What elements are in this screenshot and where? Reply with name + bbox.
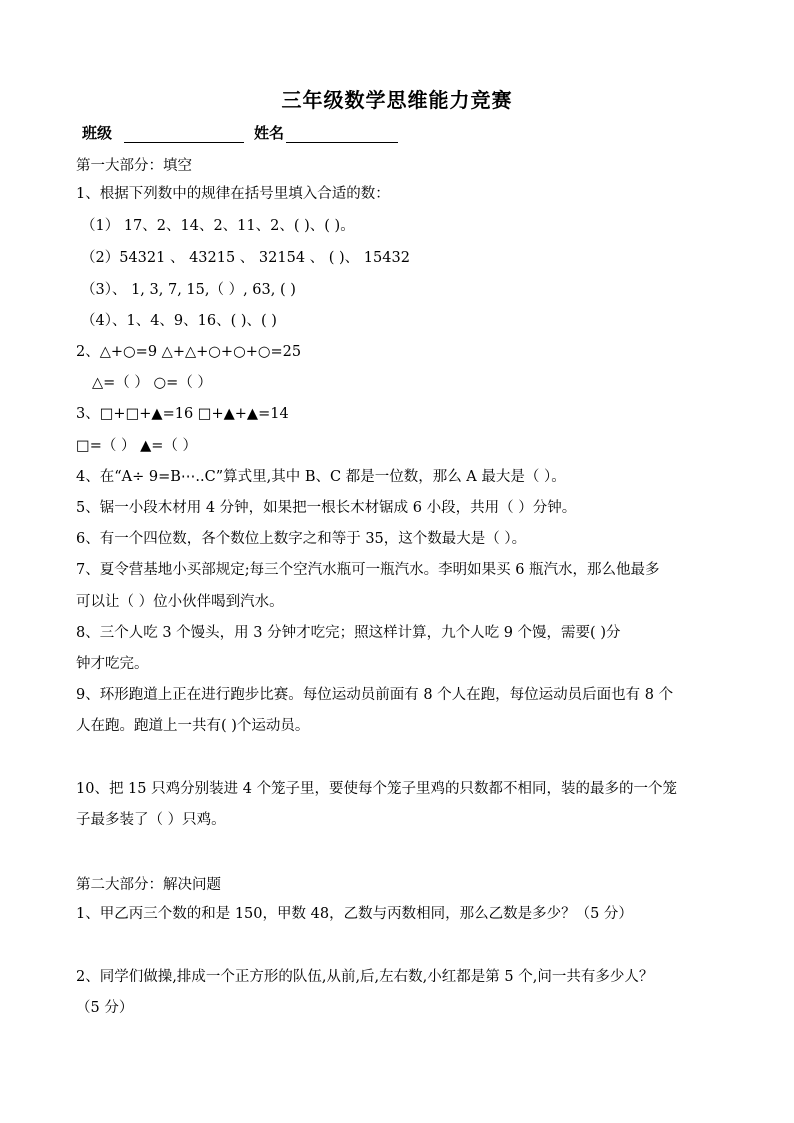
problem-2-line2: （5 分）	[76, 1000, 134, 1016]
student-info-row	[82, 122, 398, 143]
page-title: 三年级数学思维能力竞赛	[281, 88, 513, 112]
question-3-answers: □=（ ） ▲=（ ）	[76, 438, 197, 454]
class-label: 班级	[82, 124, 113, 142]
question-1-2: （2）54321 、 43215 、 32154 、 ( )、 15432	[81, 250, 410, 266]
question-6: 6、有一个四位数，各个数位上数字之和等于 35，这个数最大是（ ）。	[76, 531, 527, 547]
name-label: 姓名	[254, 124, 285, 142]
question-1-4: （4）、1、4、9、16、( )、( )	[81, 313, 277, 329]
question-5: 5、锯一小段木材用 4 分钟，如果把一根长木材锯成 6 小段，共用（ ）分钟。	[76, 500, 577, 516]
name-blank[interactable]	[286, 126, 398, 143]
question-7-line2: 可以让（ ）位小伙伴喝到汽水。	[76, 594, 284, 610]
problem-1: 1、甲乙丙三个数的和是 150，甲数 48，乙数与丙数相同，那么乙数是多少？（5 分）	[76, 906, 633, 922]
question-8-line1: 8、三个人吃 3 个馒头，用 3 分钟才吃完；照这样计算，九个人吃 9 个馒，需要( )分	[76, 625, 621, 641]
problem-2-line1: 2、同学们做操,排成一个正方形的队伍,从前,后,左右数,小红都是第 5 个,问一共有多少人？	[76, 969, 654, 985]
question-1: 1、根据下列数中的规律在括号里填入合适的数：	[76, 186, 390, 202]
question-8-line2: 钟才吃完。	[76, 656, 149, 672]
question-10-line2: 子最多装了（ ）只鸡。	[76, 812, 226, 828]
question-9-line2: 人在跑。跑道上一共有( )个运动员。	[76, 718, 310, 734]
question-10-line1: 10、把 15 只鸡分别装进 4 个笼子里，要使每个笼子里鸡的只数都不相同，装的最多的一个笼	[76, 781, 678, 797]
question-1-3: （3）、 1, 3, 7, 15,（ ）, 63, ( )	[81, 282, 296, 298]
part1-heading: 第一大部分：填空	[76, 158, 192, 174]
question-4: 4、在“A÷ 9=B⋯..C”算式里,其中 B、C 都是一位数，那么 A 最大是（ ）。	[76, 469, 566, 485]
class-blank[interactable]	[124, 126, 244, 143]
question-7-line1: 7、夏令营基地小买部规定;每三个空汽水瓶可一瓶汽水。李明如果买 6 瓶汽水，那么他最多	[76, 562, 660, 578]
part2-heading: 第二大部分：解决问题	[76, 877, 221, 893]
question-2-answers: △=（ ） ○=（ ）	[92, 375, 212, 391]
question-3: 3、□+□+▲=16 □+▲+▲=14	[76, 406, 289, 422]
question-9-line1: 9、环形跑道上正在进行跑步比赛。每位运动员前面有 8 个人在跑，每位运动员后面也有 8 个	[76, 687, 674, 703]
question-2: 2、△+○=9 △+△+○+○+○=25	[76, 344, 302, 360]
question-1-1: （1） 17、2、14、2、11、2、( )、( )。	[81, 218, 355, 234]
